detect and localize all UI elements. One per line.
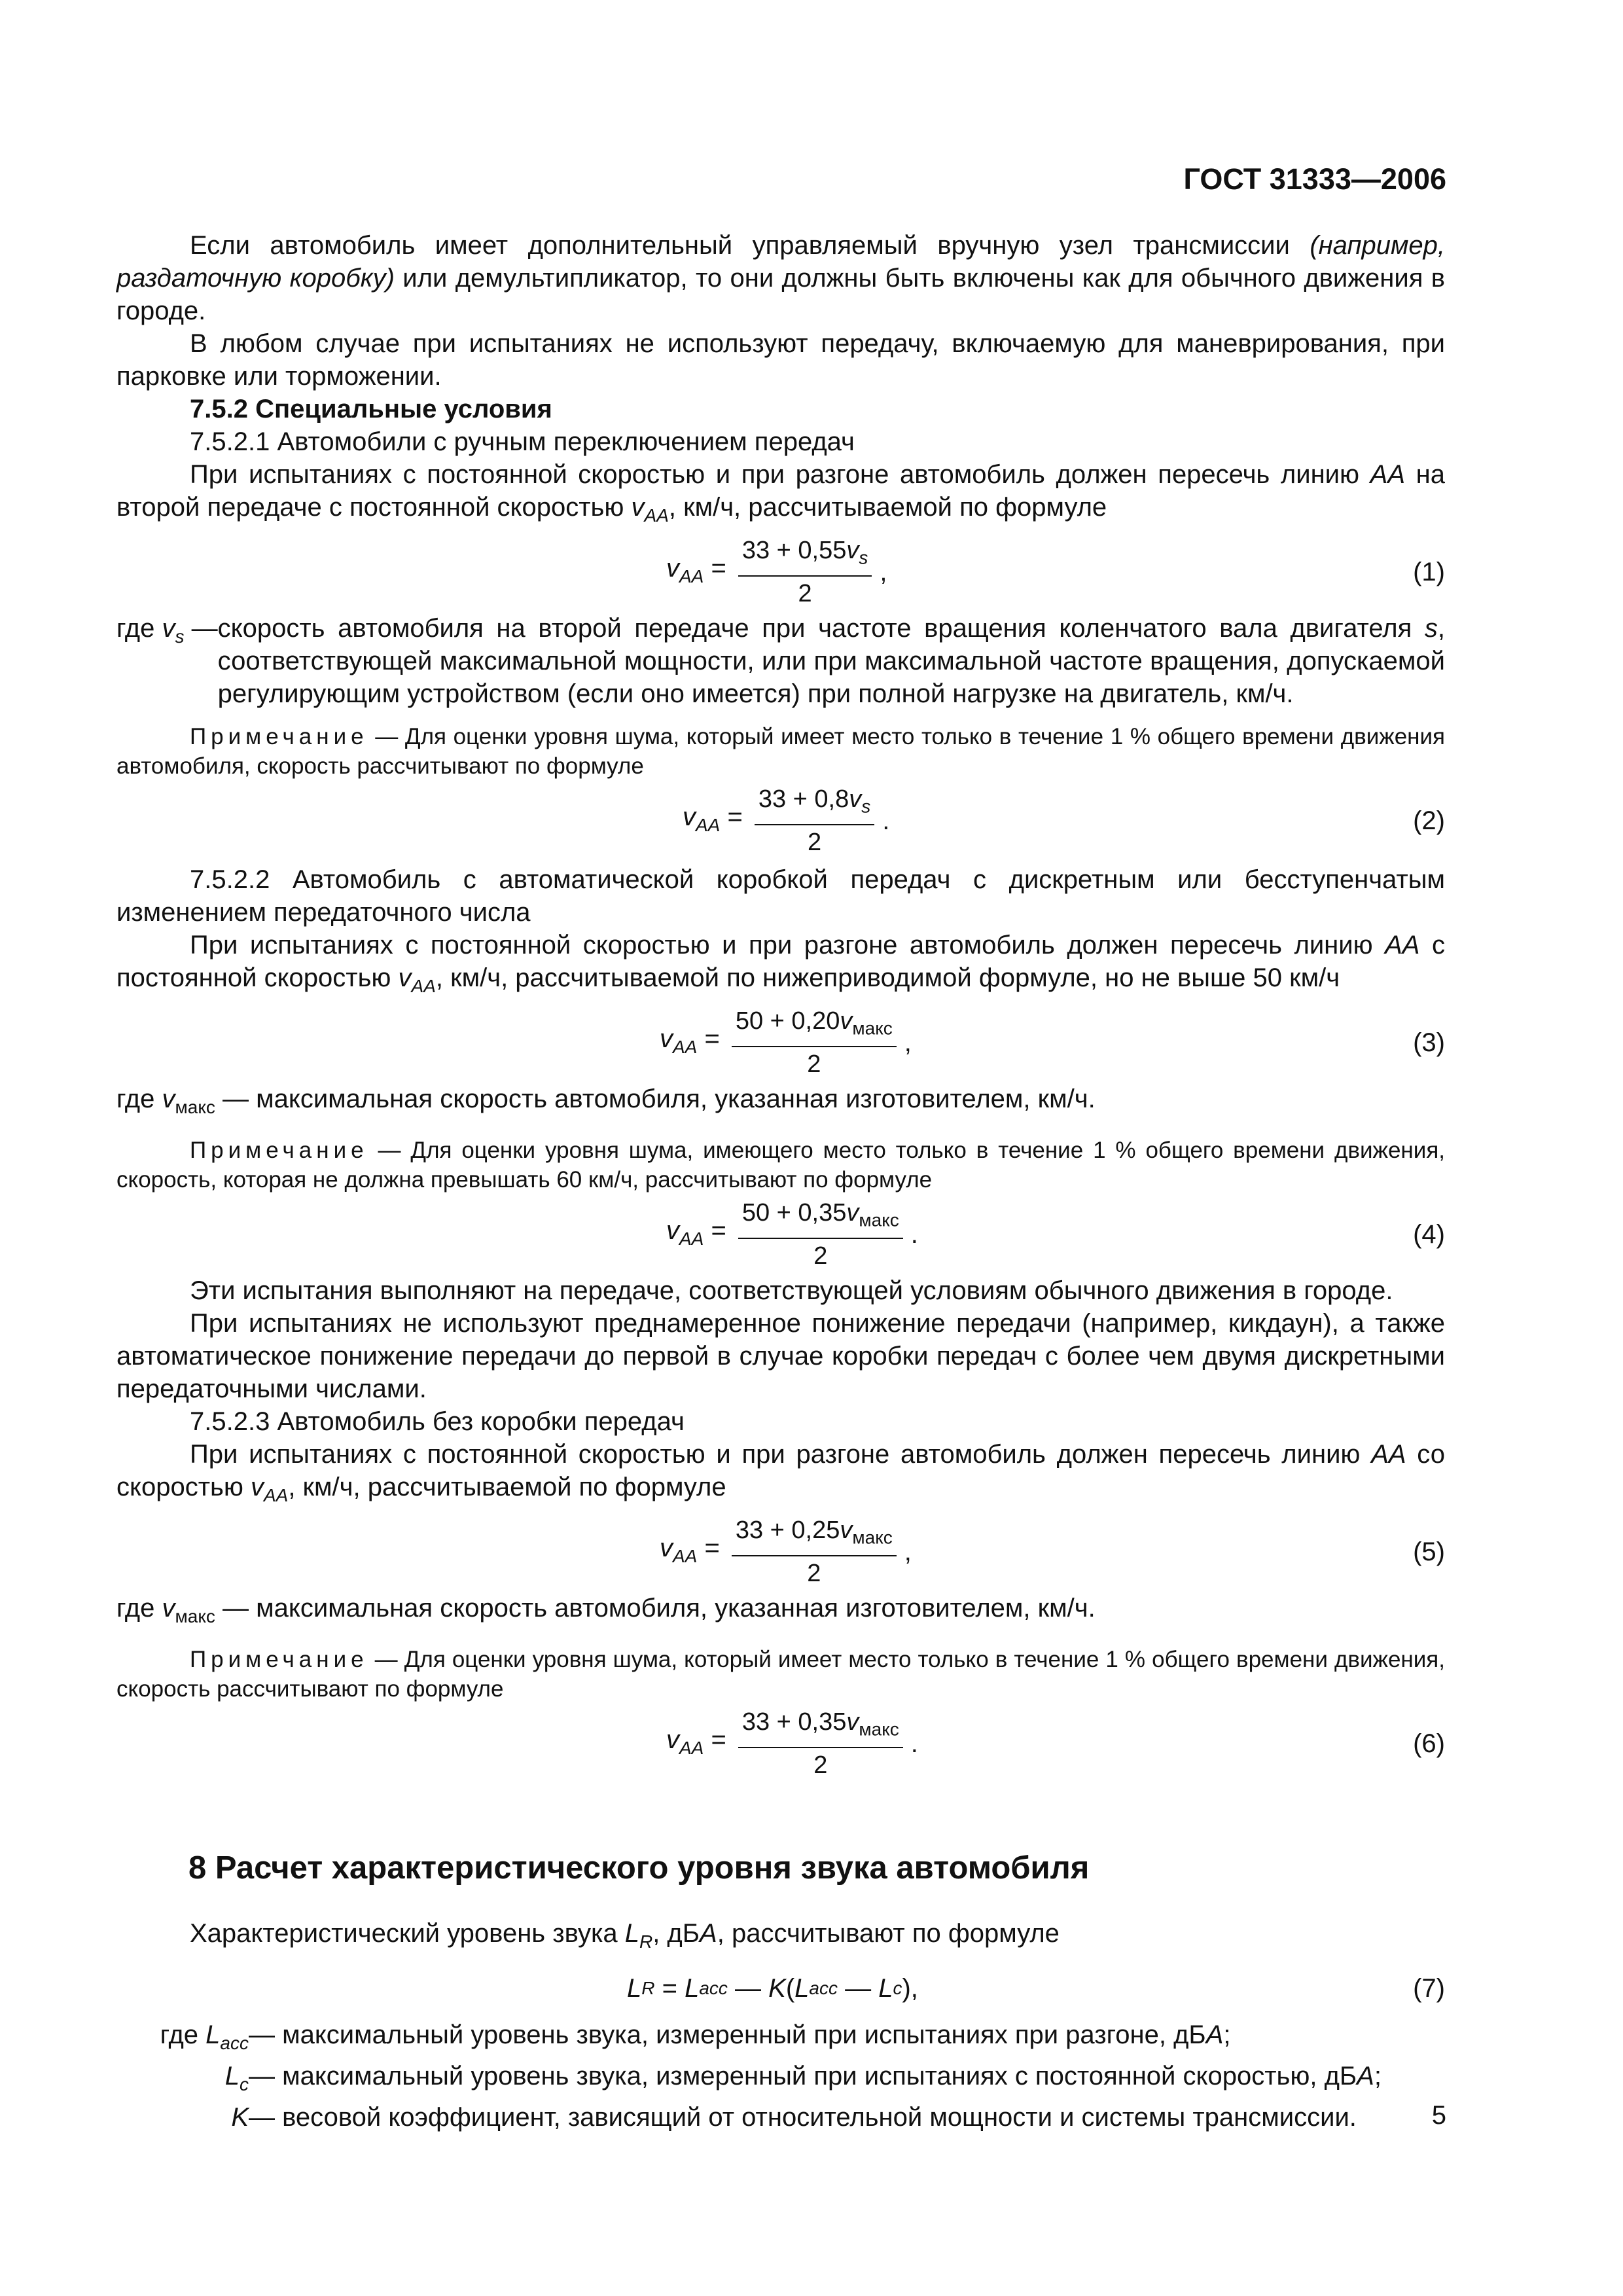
formula-3: $v_{AA}$ = $\frac{50 + 0,20v_{макс}}{2}$ , (3): [660, 1007, 1445, 1078]
section-heading-7-5-2: 7.5.2 Специальные условия: [190, 395, 552, 423]
note: Примечание — Для оценки уровня шума, который имеет место только в течение 1 % общего времени движения автомобиля, скорость рассчитывают по формуле: [116, 724, 1445, 779]
note: Примечание — Для оценки уровня шума, имеющего место только в течение 1 % общего времени движения, скорость, которая не должна превышать 60 км/ч, рассчитывают по формуле: [116, 1138, 1445, 1193]
formula-4: $v_{AA}$ = $\frac{50 + 0,35v_{макс}}{2}$ . (4): [666, 1199, 1445, 1270]
paragraph: При испытаниях не используют преднамеренное понижение передачи (например, кикдаун), а также автоматическое понижение передачи до первой в случае коробки передач с более чем двумя дискретными передаточными числами.: [116, 1309, 1445, 1403]
document-header: ГОСТ 31333—2006: [1183, 162, 1446, 196]
paragraph: Характеристический уровень звука $L_R$, дБA, рассчитывают по формуле: [190, 1919, 1060, 1952]
formula-6: $v_{AA}$ = $\frac{33 + 0,35v_{макс}}{2}$ . (6): [666, 1708, 1445, 1779]
paragraph: При испытаниях с постоянной скоростью и при разгоне автомобиль должен пересечь линию AA со скоростью $v_{AA}$, км/ч, рассчитываемой по формуле: [116, 1440, 1446, 1505]
formula-2: $v_{AA}$ = $\frac{33 + 0,8v_s}{2}$ . (2): [683, 785, 1445, 856]
formula-1: $v_{AA}$ = $\frac{33 + 0,55v_s}{2}$ , (1): [666, 537, 1445, 607]
where-clause: где $v_s$ — скорость автомобиля на второй передаче при частоте вращения коленчатого вала двигателя s, соответствующей максимальной мощности, или при максимальной частоте вращения, допускаемой регулирующим устройством (если оно имеется) при полной нагрузке на двигатель, км/ч.: [116, 614, 1445, 708]
subsection-heading-7-5-2-3: 7.5.2.3 Автомобиль без коробки передач: [190, 1407, 685, 1436]
subsection-heading-7-5-2-2: 7.5.2.2 Автомобиль с автоматической коробкой передач с дискретным или бесступенчатым изменением передаточного числа: [116, 865, 1445, 927]
formula-5: $v_{AA}$ = $\frac{33 + 0,25v_{макс}}{2}$ , (5): [660, 1516, 1445, 1587]
paragraph: Если автомобиль имеет дополнительный управляемый вручную узел трансмиссии (например, раздаточную коробку) или демультипликатор, то они должны быть включены как для обычного движения в городе.: [116, 231, 1445, 325]
note: Примечание — Для оценки уровня шума, который имеет место только в течение 1 % общего времени движения, скорость рассчитывают по формуле: [116, 1647, 1445, 1702]
definition-item: K — весовой коэффициент, зависящий от относительной мощности и системы трансмиссии.: [231, 2103, 1357, 2132]
subsection-heading-7-5-2-1: 7.5.2.1 Автомобили с ручным переключением передач: [190, 427, 855, 456]
formula-number: (6): [1413, 1729, 1445, 1758]
page-content: [116, 229, 1445, 2134]
paragraph: При испытаниях с постоянной скоростью и при разгоне автомобиль должен пересечь линию AA с постоянной скоростью $v_{AA}$, км/ч, рассчитываемой по нижеприводимой формуле, но не выше 50 км/ч: [116, 931, 1445, 996]
formula-number: (1): [1413, 558, 1445, 586]
formula-number: (2): [1413, 806, 1445, 835]
formula-number: (4): [1413, 1220, 1445, 1249]
formula-number: (7): [1413, 1974, 1445, 2003]
paragraph: В любом случае при испытаниях не используют передачу, включаемую для маневрирования, при парковке или торможении.: [116, 329, 1445, 391]
paragraph: Эти испытания выполняют на передаче, соответствующей условиям обычного движения в городе.: [190, 1276, 1393, 1305]
definition-item: где $L_{acc}$ — максимальный уровень звука, измеренный при испытаниях при разгоне, дБA;: [160, 2020, 1231, 2053]
paragraph: При испытаниях с постоянной скоростью и при разгоне автомобиль должен пересечь линию AA на второй передаче с постоянной скоростью $v_{AA}$, км/ч, рассчитываемой по формуле: [116, 460, 1446, 526]
definition-item: $L_c$ — максимальный уровень звука, измеренный при испытаниях с постоянной скоростью, дБA;: [224, 2062, 1382, 2094]
formula-7: L R = L acc — K ( L acc — L c ), (7): [116, 1962, 1445, 2015]
definition-list: [116, 2018, 1445, 2134]
where-clause: где $v_{макс}$ — максимальная скорость автомобиля, указанная изготовителем, км/ч.: [116, 1594, 1096, 1626]
where-clause: где $v_{макс}$ — максимальная скорость автомобиля, указанная изготовителем, км/ч.: [116, 1085, 1096, 1117]
formula-number: (3): [1413, 1028, 1445, 1057]
page-number: 5: [1431, 2101, 1446, 2130]
section-heading-8: 8 Расчет характеристического уровня звука автомобиля: [188, 1850, 1090, 1886]
formula-number: (5): [1413, 1537, 1445, 1566]
